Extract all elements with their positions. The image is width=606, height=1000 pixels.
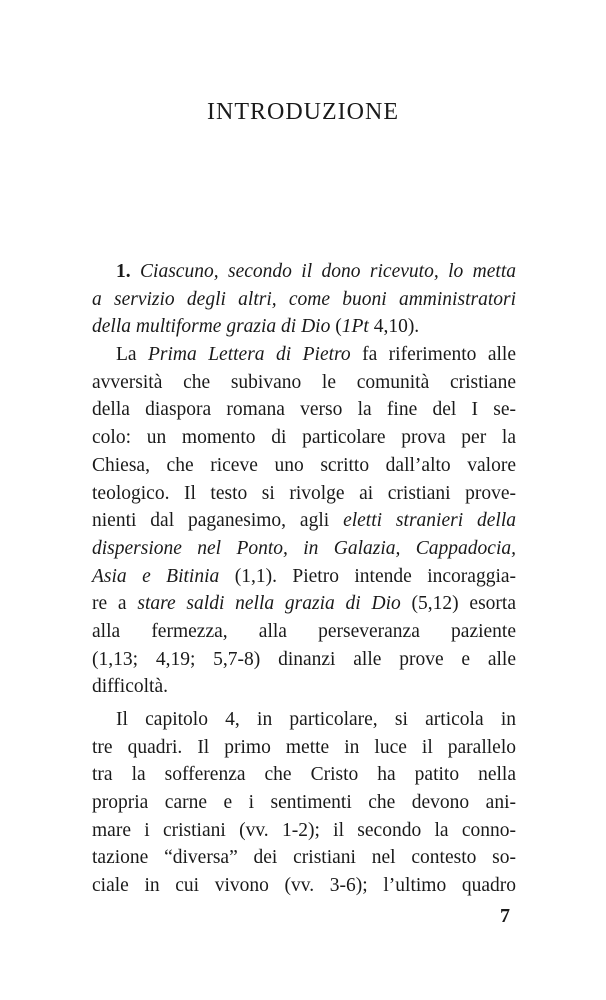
chapter-title: INTRODUZIONE [207, 99, 399, 125]
italic-text: Prima Lettera di Pietro [148, 344, 351, 366]
text-line [92, 817, 516, 845]
text-line [92, 789, 516, 817]
text-line [92, 313, 516, 341]
text-line [92, 844, 516, 872]
italic-text: a servizio degli altri, come buoni amministratori [92, 288, 516, 310]
text-span: avversità che subivano le comunità cristiane [92, 371, 516, 393]
text-line [92, 761, 516, 789]
text-span: Chiesa, che riceve uno scritto dall’alto valore [92, 454, 516, 476]
text-span: mare i cristiani (vv. 1-2); il secondo la conno- [92, 819, 516, 841]
text-span: alla fermezza, alla perseveranza paziente [92, 620, 516, 642]
section-number: 1. [116, 261, 141, 282]
text-line [92, 872, 516, 900]
text-span: tazione “diversa” dei cristiani nel contesto so- [92, 847, 516, 869]
italic-text: della multiforme grazia di Dio [92, 316, 331, 338]
italic-text: eletti stranieri della [343, 510, 516, 532]
text-line [92, 535, 516, 563]
text-line [92, 396, 516, 424]
text-span: (1,1). Pietro intende incoraggia- [219, 565, 517, 587]
text-span: re a [92, 593, 138, 615]
text-span: difficoltà. [92, 676, 168, 698]
text-span: teologico. Il testo si rivolge ai cristiani prove- [92, 482, 516, 504]
text-line [92, 618, 516, 646]
italic-text: stare saldi nella grazia di Dio [137, 593, 401, 615]
text-span: La [116, 344, 149, 366]
text-span: ciale in cui vivono (vv. 3-6); l’ultimo quadro [92, 875, 516, 897]
text-span: propria carne e i sentimenti che devono ani- [92, 792, 516, 814]
text-span: nienti dal paganesimo, agli [92, 510, 344, 532]
text-line [92, 369, 516, 397]
text-line [92, 590, 516, 618]
text-line [92, 673, 516, 701]
italic-text: 1Pt [341, 316, 369, 338]
text-line [92, 507, 516, 535]
italic-text: Asia e Bitinia [92, 565, 220, 587]
italic-text: Ciascuno, secondo il dono ricevuto, lo metta [140, 261, 516, 282]
text-line [92, 452, 516, 480]
text-span: 4,10). [368, 316, 420, 338]
text-span: (1,13; 4,19; 5,7-8) dinanzi alle prove e alle [92, 648, 516, 670]
page-number: 7 [500, 905, 510, 927]
text-span: tra la sofferenza che Cristo ha patito nella [92, 764, 516, 786]
text-line [92, 258, 516, 286]
text-line [92, 286, 516, 314]
text-line [92, 706, 516, 734]
text-line [92, 341, 516, 369]
text-line [92, 563, 516, 591]
body-text [92, 258, 516, 900]
text-line [92, 646, 516, 674]
text-span: Il capitolo 4, in particolare, si articola in [116, 709, 516, 730]
text-span: della diaspora romana verso la fine del I se- [92, 399, 516, 421]
text-line [92, 734, 516, 762]
text-span: tre quadri. Il primo mette in luce il parallelo [92, 736, 516, 758]
text-span: colo: un momento di particolare prova per la [92, 427, 516, 449]
text-line [92, 424, 516, 452]
italic-text: dispersione nel Ponto, in Galazia, Cappadocia, [92, 537, 516, 559]
text-line [92, 480, 516, 508]
text-span: fa riferimento alle [350, 344, 516, 366]
text-span: ( [330, 316, 342, 338]
text-span: (5,12) esorta [400, 593, 516, 615]
